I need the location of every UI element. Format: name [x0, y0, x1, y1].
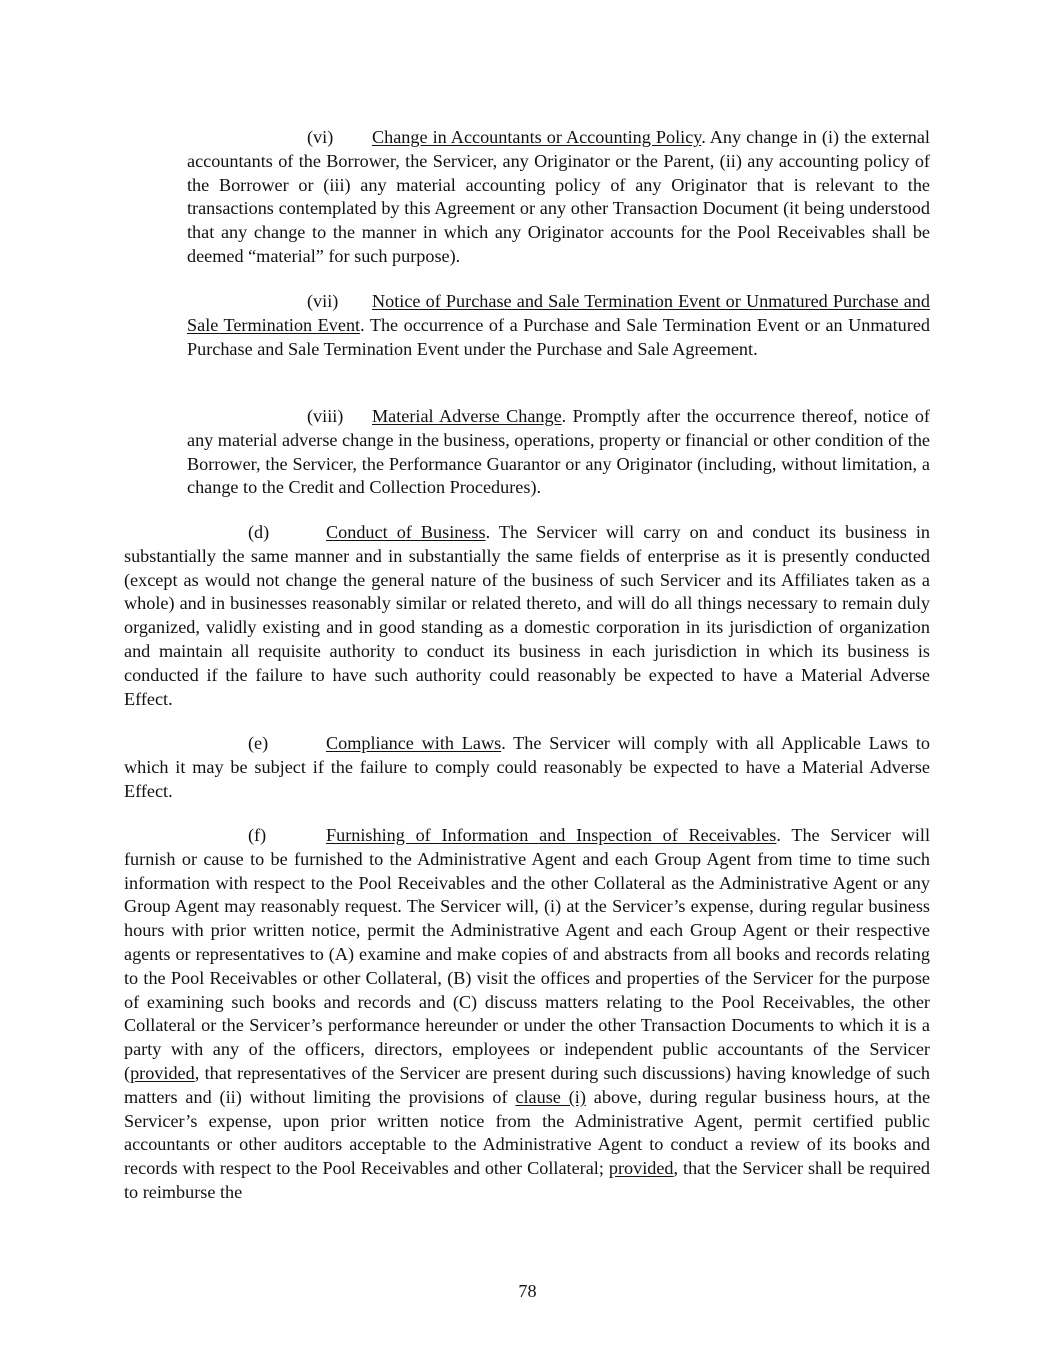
paragraph-heading: Notice of Purchase and Sale Termination Event or Unmatured Purchase and Sale Termination Event	[187, 291, 930, 335]
paragraph-text: , that the Servicer shall be required to reimburse the	[124, 1158, 930, 1202]
paragraph-number: (vii)	[307, 291, 339, 311]
paragraph-text: . Any change in (i) the external accountants of the Borrower, the Servicer, any Originator or the Parent, (ii) any accounting policy of the Borrower or (iii) any material accounting policy of any Originator that is relevant to the transactions contemplated by this Agreement or any other Transaction Document (it being understood that any change to the manner in which any Originator accounts for the Pool Receivables shall be deemed “material” for such purpose).	[187, 127, 930, 266]
paragraph-text: . Promptly after the occurrence thereof, notice of any material adverse change in the business, operations, property or financial or other condition of the Borrower, the Servicer, the Performance Guarantor or any Originator (including, without limitation, a change to the Credit and Collection Procedures).	[187, 406, 930, 498]
defined-term-provided: provided	[608, 1158, 674, 1179]
paragraph-heading: Conduct of Business	[326, 522, 486, 542]
paragraph-number: (f)	[248, 825, 267, 845]
paragraph-number: (viii)	[307, 406, 344, 426]
paragraph-text: . The Servicer will furnish or cause to be furnished to the Administrative Agent and each Group Agent from time to time such information with respect to the Pool Receivables and the other Collateral as the Administrative Agent or any Group Agent may reasonably request. The Servicer will, (i) at the Servicer’s expense, during regular business hours with prior written notice, permit the Administrative Agent and each Group Agent or their respective agents or representatives to (A) examine and make copies of and abstracts from all books and records relating to the Pool Receivables or other Collateral, (B) visit the offices and properties of the Servicer for the purpose of examining such books and records and (C) discuss matters relating to the Pool Receivables, the other Collateral or the Servicer’s performance hereunder or under the other Transaction Documents to which it is a party with any of the officers, directors, employees or independent public accountants of the Servicer (	[124, 825, 930, 1083]
paragraph-text: above, during regular business hours, at the Servicer’s expense, upon prior written notice from the Administrative Agent, permit certified public accountants or other auditors acceptable to the Administrative Agent to conduct a review of its books and records with respect to the Pool Receivables and other Collateral;	[124, 1086, 931, 1179]
paragraph-text: , that representatives of the Servicer are present during such discussions) having knowledge of such matters and (ii) without limiting the provisions of	[124, 1062, 930, 1107]
defined-term-provided: provided	[130, 1062, 195, 1083]
paragraph-text: . The Servicer will carry on and conduct its business in substantially the same manner and in substantially the same fields of enterprise as it is presently conducted (except as would not change the general nature of the business of such Servicer and its Affiliates taken as a whole) and in businesses reasonably similar or related thereto, and will do all things necessary to remain duly organized, validly existing and in good standing as a domestic corporation in its jurisdiction of organization and maintain all requisite authority to conduct its business in each jurisdiction in which its business is conducted if the failure to have such authority could reasonably be expected to have a Material Adverse Effect.	[124, 522, 930, 709]
paragraph-number: (e)	[248, 733, 269, 753]
page-number: 78	[518, 1281, 537, 1301]
paragraph-text: . The occurrence of a Purchase and Sale Termination Event or an Unmatured Purchase and Sale Termination Event under the Purchase and Sale Agreement.	[187, 314, 930, 359]
paragraph-number: (vi)	[307, 127, 334, 147]
paragraph-heading: Compliance with Laws	[326, 733, 502, 753]
paragraph-viii	[187, 405, 930, 500]
paragraph-heading: Change in Accountants or Accounting Policy	[372, 127, 702, 147]
paragraph-d	[124, 521, 930, 711]
clause-reference: clause (i)	[515, 1086, 586, 1107]
paragraph-heading: Material Adverse Change	[372, 406, 562, 426]
paragraph-e	[124, 732, 930, 803]
paragraph-vii	[187, 290, 930, 361]
paragraph-heading: Furnishing of Information and Inspection of Receivables	[326, 825, 777, 845]
paragraph-f	[124, 824, 930, 1205]
paragraph-number: (d)	[248, 522, 270, 542]
paragraph-text: . The Servicer will comply with all Applicable Laws to which it may be subject if the failure to comply could reasonably be expected to have a Material Adverse Effect.	[124, 733, 930, 801]
paragraph-vi	[187, 126, 930, 269]
